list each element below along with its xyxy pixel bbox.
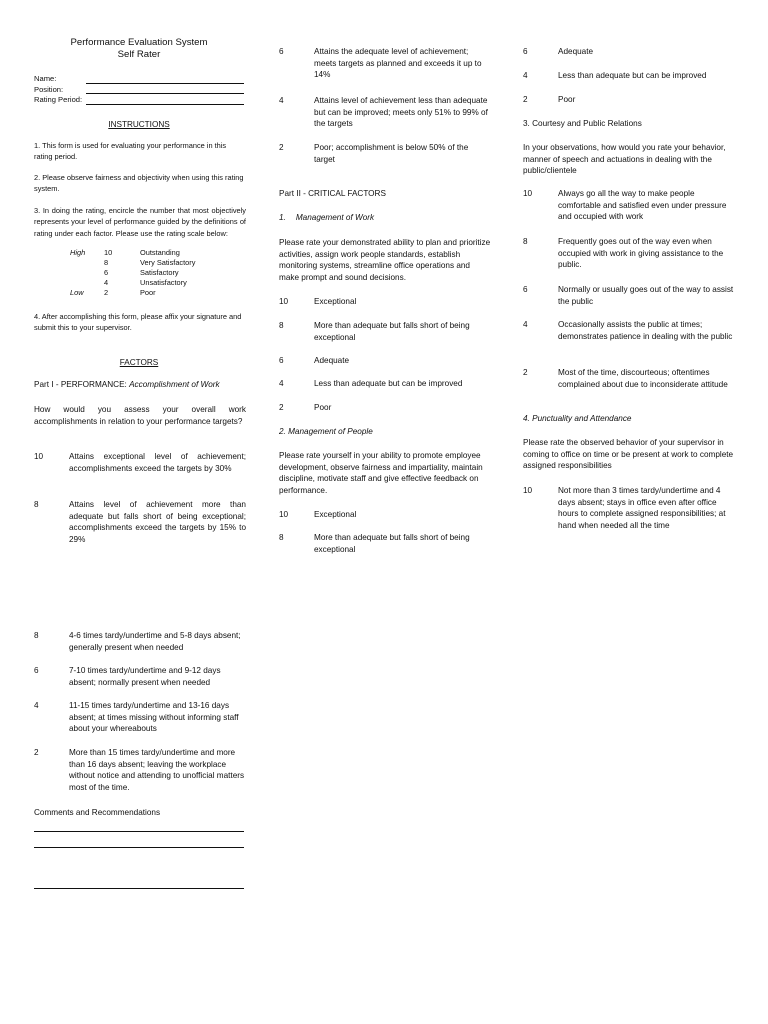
punctuality-option[interactable] — [523, 485, 735, 535]
rating-number: 10 — [34, 452, 44, 461]
rating-number: 2 — [523, 368, 528, 377]
instruction-1: 1. This form is used for evaluating your performance in this rating period. — [34, 141, 227, 162]
rating-scale — [70, 248, 240, 300]
rating-number: 2 — [523, 95, 528, 104]
comments-heading: Comments and Recommendations — [34, 808, 161, 817]
mow-option[interactable] — [279, 320, 491, 346]
rating-description: Attains level of achievement less than adequate but can be improved; meets only 51% to 99% of the targets — [314, 96, 488, 129]
instruction-4: 4. After accomplishing this form, please affix your signature and submit this to your supervisor. — [34, 312, 242, 333]
management-of-people-question: Please rate yourself in your ability to promote employee development, observe fairness and impartiality, maintain discipline, motivate staff and give effective feedback on performance. — [279, 451, 483, 495]
scale-row: High 10 Outstanding — [70, 248, 180, 257]
rating-description: Exceptional — [314, 510, 357, 519]
rating-period-label: Rating Period: — [34, 95, 83, 104]
position-label: Position: — [34, 84, 64, 94]
instructions-heading: INSTRUCTIONS — [108, 120, 170, 129]
mop-option[interactable] — [279, 532, 491, 558]
part1-option[interactable] — [279, 95, 491, 133]
courtesy-option[interactable] — [523, 319, 735, 357]
rater-info-fields — [34, 74, 244, 106]
form-subtitle: Self Rater — [117, 49, 161, 60]
scale-row: Low 2 Poor — [70, 288, 156, 297]
instruction-3: 3. In doing the rating, encircle the number that most objectively represents your level of performance guided by the definitions of rating under each factor. Please use the rating scale below: — [34, 206, 246, 238]
rating-description: Normally or usually goes out of the way to assist the public — [558, 285, 734, 306]
rating-description: Adequate — [314, 356, 350, 365]
courtesy-option[interactable] — [523, 367, 735, 405]
punctuality-heading: 4. Punctuality and Attendance — [523, 414, 632, 423]
rating-number: 6 — [523, 47, 528, 56]
instruction-2: 2. Please observe fairness and objectivity when using this rating system. — [34, 173, 244, 194]
rating-description: Adequate — [558, 47, 594, 56]
part1-option[interactable] — [34, 451, 246, 491]
part1-question: How would you assess your overall work accomplishments in relation to your performance targets? — [34, 405, 246, 426]
mow-option[interactable] — [279, 378, 491, 390]
rating-description: Attains the adequate level of achievement; meets targets as planned and exceeds it up to 14% — [314, 47, 482, 80]
rating-number: 6 — [279, 356, 284, 365]
mow-option[interactable] — [279, 296, 491, 308]
position-line — [86, 93, 244, 94]
punctuality-question: Please rate the observed behavior of your supervisor in coming to office on time or be present at work to complete assigned responsibilities — [523, 438, 734, 471]
part1-heading: Part I - PERFORMANCE: Accomplishment of Work — [34, 380, 220, 389]
rating-description: Occasionally assists the public at times; demonstrates patience in dealing with the public — [558, 320, 733, 341]
punctuality-option[interactable] — [34, 630, 246, 656]
mow-option[interactable] — [279, 355, 491, 367]
part1-option[interactable] — [279, 142, 491, 168]
management-of-work-heading: 1. Management of Work — [279, 213, 375, 222]
punctuality-option[interactable] — [34, 747, 246, 795]
rating-description: Always go all the way to make people comfortable and satisfied even under pressure and occupied with work — [558, 189, 727, 222]
rating-number: 8 — [34, 500, 39, 509]
comment-line[interactable] — [34, 831, 244, 832]
rating-number: 10 — [523, 486, 533, 495]
rating-description: Most of the time, discourteous; oftentimes complained about due to inconsiderate attitude — [558, 368, 728, 389]
rating-description: 11-15 times tardy/undertime and 13-16 days absent; at times missing without informing staff about your whereabouts — [69, 701, 239, 734]
mop-option[interactable] — [523, 70, 735, 82]
name-line — [86, 83, 244, 84]
scale-row: 4 Unsatisfactory — [104, 278, 187, 287]
rating-number: 6 — [279, 47, 284, 56]
rating-description: Less than adequate but can be improved — [314, 379, 463, 388]
management-of-people-heading: 2. Management of People — [279, 427, 373, 436]
rating-period-field[interactable] — [34, 95, 244, 106]
form-title: Performance Evaluation System — [70, 37, 208, 48]
comment-line[interactable] — [34, 888, 244, 889]
factors-heading: FACTORS — [119, 358, 159, 367]
part2-heading: Part II - CRITICAL FACTORS — [279, 189, 386, 198]
rating-number: 10 — [523, 189, 533, 198]
rating-number: 8 — [279, 321, 284, 330]
rating-description: Exceptional — [314, 297, 357, 306]
rating-description: Less than adequate but can be improved — [558, 71, 707, 80]
rating-number: 10 — [279, 297, 289, 306]
rating-description: Attains level of achievement more than adequate but falls short of being exceptional; accomplishments exceed the targets by 15% to 29% — [69, 500, 246, 544]
rating-number: 8 — [34, 631, 39, 640]
courtesy-option[interactable] — [523, 188, 735, 226]
rating-number: 2 — [34, 748, 39, 757]
rating-description: 4-6 times tardy/undertime and 5-8 days absent; generally present when needed — [69, 631, 241, 652]
rating-number: 4 — [279, 379, 284, 388]
rating-number: 4 — [523, 71, 528, 80]
name-field[interactable] — [34, 74, 244, 85]
rating-description: More than adequate but falls short of being exceptional — [314, 321, 470, 342]
mop-option[interactable] — [523, 94, 735, 106]
management-of-work-question: Please rate your demonstrated ability to plan and prioritize activities, assign work people standards, establish monitoring systems, streamline office operations and make prompt and sound decisions. — [279, 238, 491, 282]
rating-description: Attains exceptional level of achievement; accomplishments exceed the targets by 30% — [69, 452, 246, 473]
rating-number: 8 — [279, 533, 284, 542]
rating-number: 2 — [279, 143, 284, 152]
rating-description: Poor — [558, 95, 576, 104]
rating-number: 4 — [279, 96, 284, 105]
mow-option[interactable] — [279, 402, 491, 414]
rating-number: 2 — [279, 403, 284, 412]
rating-description: Poor; accomplishment is below 50% of the target — [314, 143, 469, 164]
scale-row: 8 Very Satisfactory — [104, 258, 196, 267]
scale-row: 6 Satisfactory — [104, 268, 179, 277]
rating-number: 4 — [523, 320, 528, 329]
courtesy-question: In your observations, how would you rate your behavior, manner of speech and actuations in dealing with the public/clientele — [523, 143, 726, 176]
mop-option[interactable] — [279, 509, 491, 521]
rating-description: Poor — [314, 403, 332, 412]
courtesy-option[interactable] — [523, 236, 735, 274]
courtesy-option[interactable] — [523, 284, 735, 310]
courtesy-heading: 3. Courtesy and Public Relations — [523, 119, 642, 128]
name-label: Name: — [34, 74, 57, 83]
rating-number: 6 — [34, 666, 39, 675]
punctuality-option[interactable] — [34, 665, 246, 691]
rating-description: Not more than 3 times tardy/undertime and 4 days absent; stays in office even after office hours to complete assigned responsibilities; at hand when needed all the time — [558, 486, 726, 530]
rating-description: 7-10 times tardy/undertime and 9-12 days absent; normally present when needed — [69, 666, 221, 687]
rating-period-line — [86, 104, 244, 105]
rating-number: 8 — [523, 237, 528, 246]
rating-description: More than adequate but falls short of being exceptional — [314, 533, 470, 554]
rating-number: 4 — [34, 701, 39, 710]
comment-line[interactable] — [34, 847, 244, 848]
mop-option[interactable] — [523, 46, 735, 58]
rating-number: 10 — [279, 510, 289, 519]
punctuality-option[interactable] — [34, 700, 246, 738]
position-field[interactable] — [34, 85, 244, 96]
rating-description: Frequently goes out of the way even when occupied with work in giving assistance to the public. — [558, 237, 724, 270]
rating-number: 6 — [523, 285, 528, 294]
part1-option[interactable] — [279, 46, 491, 84]
rating-description: More than 15 times tardy/undertime and more than 16 days absent; leaving the workplace without notice and attending to unofficial matters most of the time. — [69, 748, 245, 792]
part1-option[interactable] — [34, 499, 246, 549]
